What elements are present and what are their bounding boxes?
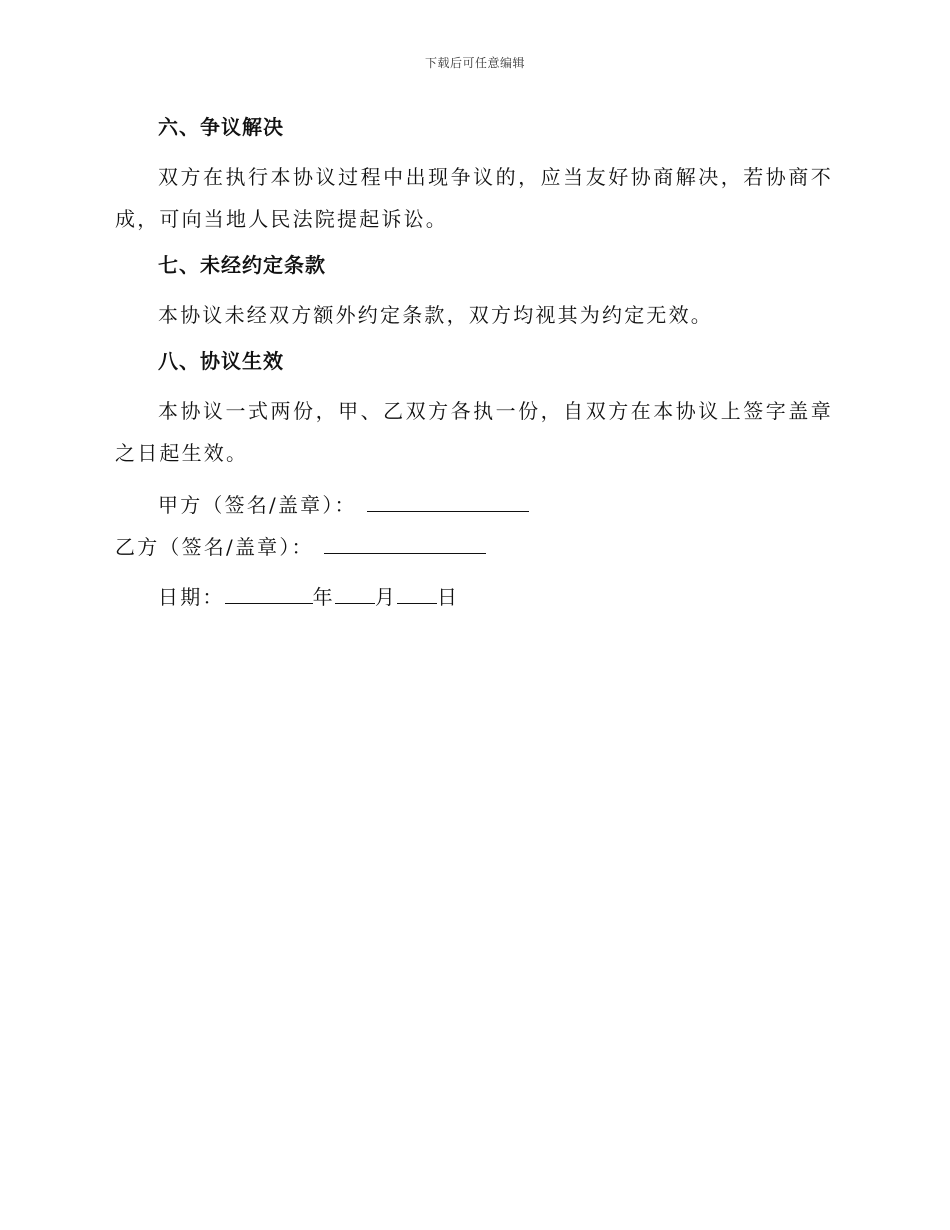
party-a-signature-blank [367, 489, 529, 512]
party-b-signature-blank [324, 531, 486, 554]
section-body-unagreed-terms: 本协议未经双方额外约定条款，双方均视其为约定无效。 [158, 303, 713, 327]
date-year-blank [225, 581, 313, 604]
date-year-label: 年 [312, 585, 335, 609]
party-b-signature-row [115, 526, 833, 568]
section-heading-unagreed-terms: 七、未经约定条款 [158, 253, 326, 277]
section-heading-dispute: 六、争议解决 [158, 115, 284, 139]
party-a-signature-row [115, 484, 833, 526]
date-month-blank [335, 581, 375, 604]
party-a-signature-label: 甲方（签名/盖章）： [158, 493, 357, 517]
date-day-label: 日 [437, 585, 460, 609]
page-header-note: 下载后可任意编辑 [424, 56, 525, 70]
party-b-signature-label: 乙方（签名/盖章）： [115, 535, 314, 559]
date-month-label: 月 [374, 585, 398, 609]
date-label: 日期： [158, 585, 225, 609]
date-day-blank [397, 581, 437, 604]
date-row [115, 576, 833, 618]
section-body-dispute: 双方在执行本协议过程中出现争议的，应当友好协商解决，若协商不成，可向当地人民法院提起诉讼。 [115, 165, 833, 231]
section-body-effectiveness: 本协议一式两份，甲、乙双方各执一份，自双方在本协议上签字盖章之日起生效。 [115, 399, 833, 465]
section-heading-effectiveness: 八、协议生效 [158, 349, 284, 373]
document-body [115, 112, 833, 618]
